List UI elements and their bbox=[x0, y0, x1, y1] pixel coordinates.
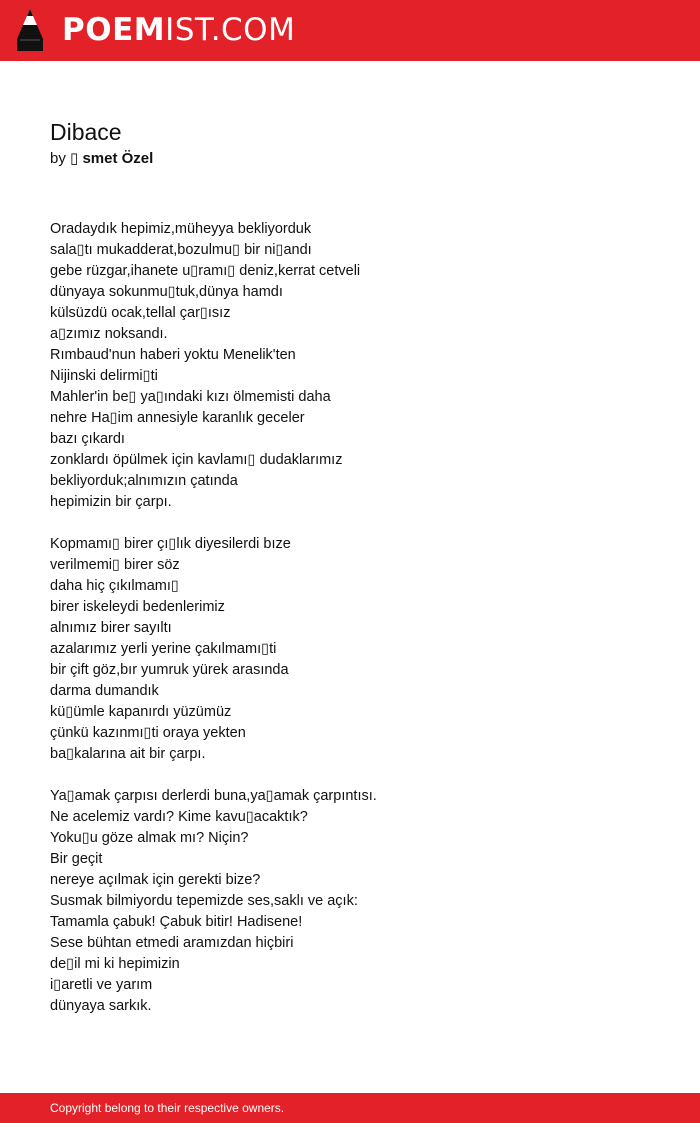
poem-stanza bbox=[50, 786, 650, 1017]
poem-line: bekliyorduk;alnımızın çatında bbox=[50, 473, 238, 489]
site-header bbox=[0, 0, 700, 61]
poem-line: gebe rüzgar,ihanete u▯ramı▯ deniz,kerrat cetveli bbox=[50, 263, 361, 279]
poem-line: dünyaya sokunmu▯tuk,dünya hamdı bbox=[50, 284, 283, 300]
poem-line: Kopmamı▯ birer çı▯lık diyesilerdi bıze bbox=[50, 536, 291, 552]
poem-line: verilmemi▯ birer söz bbox=[50, 557, 180, 573]
poem-stanza bbox=[50, 219, 650, 513]
poem-line: dünyaya sarkık. bbox=[50, 998, 152, 1014]
poem-line: Mahler'in be▯ ya▯ındaki kızı ölmemisti daha bbox=[50, 389, 331, 405]
poem-line: kü▯ümle kapanırdı yüzümüz bbox=[50, 704, 232, 720]
poem-line: ba▯kalarına ait bir çarpı. bbox=[50, 746, 206, 762]
poem-line: daha hiç çıkılmamı▯ bbox=[50, 578, 179, 594]
poem-line: nereye açılmak için gerekti bize? bbox=[50, 872, 261, 888]
poem-author: ▯ smet Özel bbox=[70, 150, 154, 167]
copyright-text: Copyright belong to their respective owners. bbox=[50, 1101, 285, 1115]
poem-line: bazı çıkardı bbox=[50, 431, 125, 447]
poem-line: Tamamla çabuk! Çabuk bitir! Hadisene! bbox=[50, 914, 303, 930]
poem-line: Yoku▯u göze almak mı? Niçin? bbox=[50, 830, 249, 846]
poem-line: Ya▯amak çarpısı derlerdi buna,ya▯amak çarpıntısı. bbox=[50, 788, 377, 804]
poem-body bbox=[50, 219, 650, 1038]
by-label: by bbox=[50, 150, 66, 167]
poem-line: nehre Ha▯im annesiyle karanlık geceler bbox=[50, 410, 305, 426]
poem-line: de▯il mi ki hepimizin bbox=[50, 956, 180, 972]
poem-stanza bbox=[50, 534, 650, 765]
site-footer bbox=[0, 1093, 700, 1123]
brand-bold-text: POEM bbox=[62, 12, 166, 48]
poem-line: Susmak bilmiyordu tepemizde ses,saklı ve açık: bbox=[50, 893, 358, 909]
poem-line: zonklardı öpülmek için kavlamı▯ dudaklarımız bbox=[50, 452, 343, 468]
poem-line: Nijinski delirmi▯ti bbox=[50, 368, 158, 384]
brand-light-text: IST.COM bbox=[165, 12, 296, 48]
poem-heading bbox=[50, 117, 650, 170]
poem-line: Bir geçit bbox=[50, 851, 103, 867]
poem-line: çünkü kazınmı▯ti oraya yekten bbox=[50, 725, 246, 741]
poem-line: azalarımız yerli yerine çakılmamı▯ti bbox=[50, 641, 277, 657]
poem-line: a▯zımız noksandı. bbox=[50, 326, 168, 342]
poem-byline bbox=[50, 148, 650, 170]
poem-title: Dibace bbox=[50, 119, 122, 145]
site-brand[interactable] bbox=[62, 12, 295, 48]
poem-line: bir çift göz,bır yumruk yürek arasında bbox=[50, 662, 289, 678]
poem-line: külsüzdü ocak,tellal çar▯ısız bbox=[50, 305, 231, 321]
poem-line: i▯aretli ve yarım bbox=[50, 977, 153, 993]
poem-line: sala▯tı mukadderat,bozulmu▯ bir ni▯andı bbox=[50, 242, 312, 258]
poem-line: birer iskeleydi bedenlerimiz bbox=[50, 599, 225, 615]
poem-line: darma dumandık bbox=[50, 683, 159, 699]
poem-line: Rımbaud'nun haberi yoktu Menelik'ten bbox=[50, 347, 296, 363]
poem-line: Oradaydık hepimiz,müheyya bekliyorduk bbox=[50, 221, 312, 237]
poem-line: Ne acelemiz vardı? Kime kavu▯acaktık? bbox=[50, 809, 308, 825]
pencil-logo-icon[interactable] bbox=[17, 9, 43, 51]
poem-line: alnımız birer sayıltı bbox=[50, 620, 172, 636]
poem-line: Sese bühtan etmedi aramızdan hiçbiri bbox=[50, 935, 294, 951]
poem-line: hepimizin bir çarpı. bbox=[50, 494, 172, 510]
